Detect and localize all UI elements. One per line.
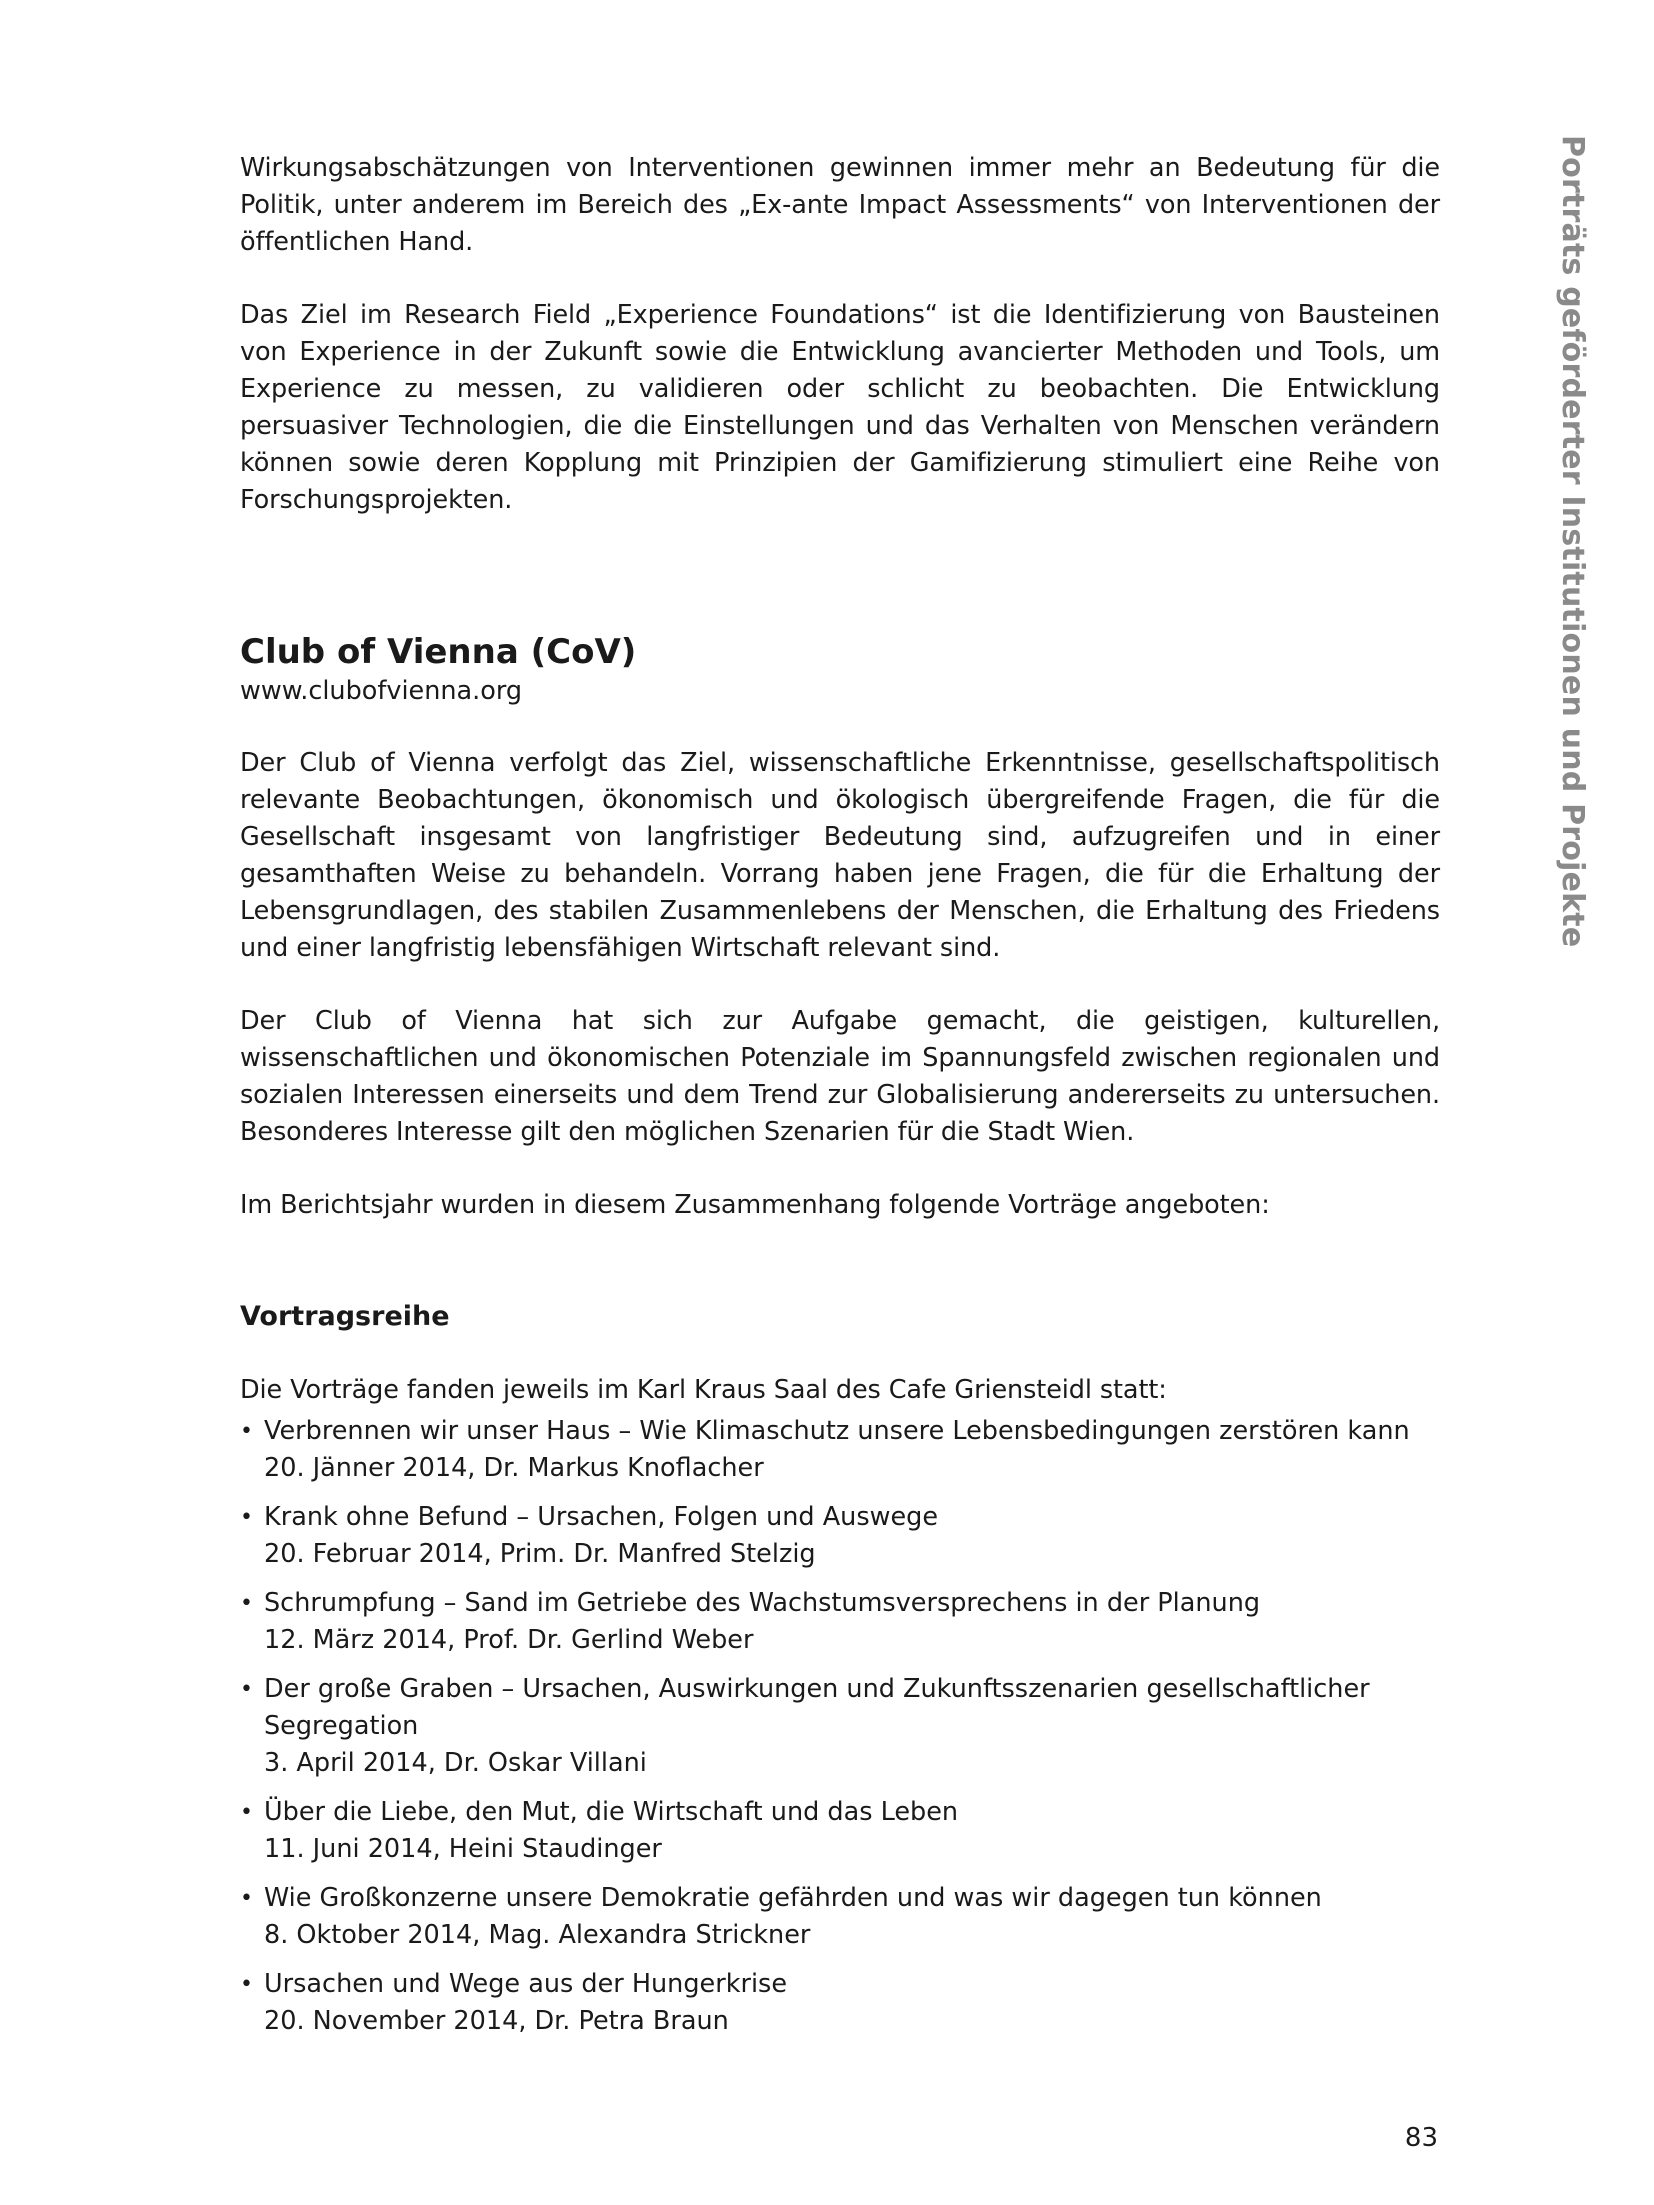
lecture-title: Verbrennen wir unser Haus – Wie Klimaschutz unsere Lebensbedingungen zerstören kann: [264, 1416, 1410, 1446]
lecture-item: [240, 1794, 1440, 1868]
org-url: www.clubofvienna.org: [240, 676, 523, 706]
lecture-date-speaker: 8. Oktober 2014, Mag. Alexandra Strickner: [264, 1920, 811, 1950]
lecture-item: [240, 1585, 1440, 1659]
lecture-date-speaker: 11. Juni 2014, Heini Staudinger: [264, 1834, 662, 1864]
bullet-icon: •: [240, 1972, 253, 1997]
org-paragraph-1: Der Club of Vienna verfolgt das Ziel, wissenschaftliche Erkenntnisse, gesellschaftspolitisch relevante Beobachtungen, ökonomisch und ökologisch übergreifende Fragen, die für die Gesellschaft insgesamt von langfristiger Bedeutung sind, aufzugreifen und in einer gesamthaften Weise zu behandeln. Vorrang haben jene Fragen, die für die Erhaltung der Lebensgrundlagen, des stabilen Zusammenlebens der Menschen, die Erhaltung des Friedens und einer langfristig lebensfähigen Wirtschaft relevant sind.: [240, 748, 1440, 963]
lecture-title: Wie Großkonzerne unsere Demokratie gefährden und was wir dagegen tun können: [264, 1883, 1322, 1913]
series-intro: Die Vorträge fanden jeweils im Karl Kraus Saal des Cafe Griensteidl statt:: [240, 1375, 1167, 1405]
bullet-icon: •: [240, 1505, 253, 1530]
lecture-title: Ursachen und Wege aus der Hungerkrise: [264, 1969, 788, 1999]
section-side-title: Porträts geförderter Institutionen und Projekte: [1555, 135, 1590, 948]
intro-paragraph-2: Das Ziel im Research Field „Experience Foundations“ ist die Identifizierung von Bausteinen von Experience in der Zukunft sowie die Entwicklung avancierter Methoden und Tools, um Experience zu messen, zu validieren oder schlicht zu beobachten. Die Entwicklung persuasiver Technologien, die die Einstellungen und das Verhalten von Menschen verändern können sowie deren Kopplung mit Prinzipien der Gamifizierung stimuliert eine Reihe von Forschungsprojekten.: [240, 300, 1440, 515]
lecture-list: [240, 1413, 1440, 2040]
page-number: 83: [1404, 2123, 1438, 2153]
org-heading: [240, 631, 1440, 673]
lecture-title: Über die Liebe, den Mut, die Wirtschaft und das Leben: [264, 1797, 959, 1827]
lecture-date-speaker: 20. Februar 2014, Prim. Dr. Manfred Stelzig: [264, 1539, 816, 1569]
lecture-date-speaker: 3. April 2014, Dr. Oskar Villani: [264, 1748, 647, 1778]
lecture-item: [240, 1499, 1440, 1573]
bullet-icon: •: [240, 1419, 253, 1444]
org-paragraph-3: Im Berichtsjahr wurden in diesem Zusammenhang folgende Vorträge angeboten:: [240, 1190, 1270, 1220]
org-paragraph-2: Der Club of Vienna hat sich zur Aufgabe gemacht, die geistigen, kulturellen, wissenschaftlichen und ökonomischen Potenziale im Spannungsfeld zwischen regionalen und sozialen Interessen einerseits und dem Trend zur Globalisierung andererseits zu untersuchen. Besonderes Interesse gilt den möglichen Szenarien für die Stadt Wien.: [240, 1006, 1440, 1147]
bullet-icon: •: [240, 1677, 253, 1702]
lecture-item: [240, 1671, 1440, 1782]
bullet-icon: •: [240, 1886, 253, 1911]
intro-paragraph-1: Wirkungsabschätzungen von Interventionen gewinnen immer mehr an Bedeutung für die Politik, unter anderem im Bereich des „Ex-ante Impact Assessments“ von Interventionen der öffentlichen Hand.: [240, 153, 1440, 257]
series-heading: Vortragsreihe: [240, 1301, 450, 1332]
lecture-title: Der große Graben – Ursachen, Auswirkungen und Zukunftsszenarien gesellschaftlicher Segregation: [264, 1674, 1370, 1741]
lecture-date-speaker: 12. März 2014, Prof. Dr. Gerlind Weber: [264, 1625, 754, 1655]
page-content: [240, 150, 1440, 2052]
lecture-date-speaker: 20. Jänner 2014, Dr. Markus Knoflacher: [264, 1453, 764, 1483]
lecture-item: [240, 1880, 1440, 1954]
bullet-icon: •: [240, 1591, 253, 1616]
lecture-item: [240, 1966, 1440, 2040]
lecture-date-speaker: 20. November 2014, Dr. Petra Braun: [264, 2006, 729, 2036]
org-name: Club of Vienna: [240, 632, 519, 672]
lecture-title: Krank ohne Befund – Ursachen, Folgen und Auswege: [264, 1502, 939, 1532]
lecture-title: Schrumpfung – Sand im Getriebe des Wachstumsversprechens in der Planung: [264, 1588, 1261, 1618]
org-abbreviation: (CoV): [530, 632, 637, 672]
lecture-item: [240, 1413, 1440, 1487]
bullet-icon: •: [240, 1800, 253, 1825]
